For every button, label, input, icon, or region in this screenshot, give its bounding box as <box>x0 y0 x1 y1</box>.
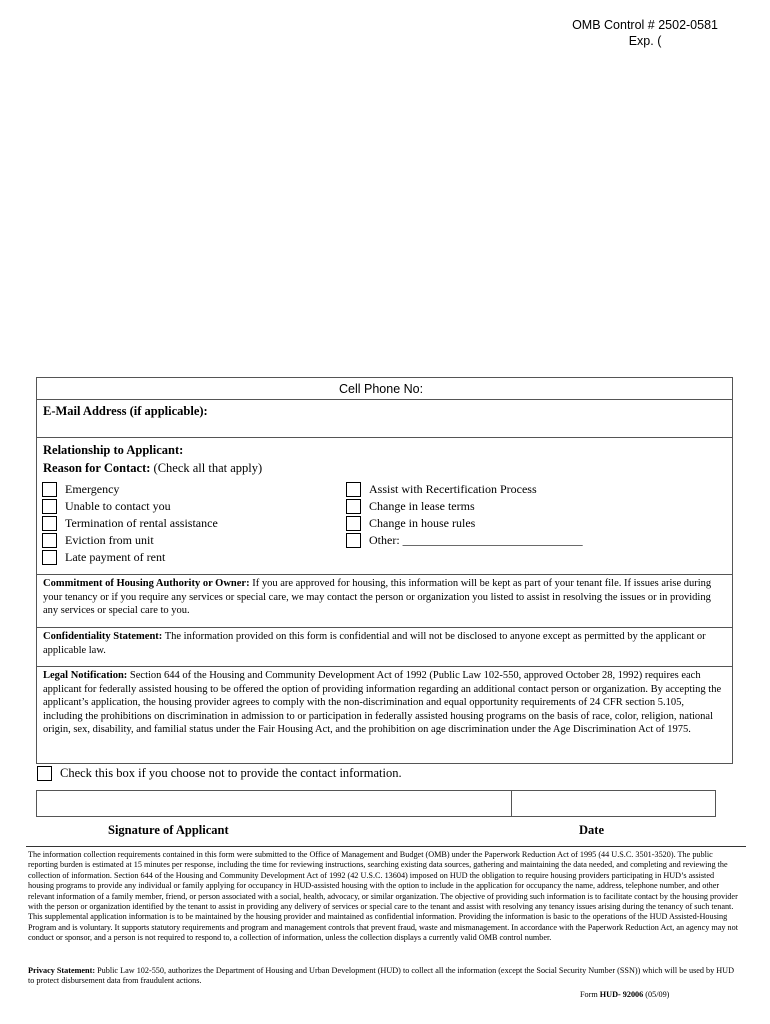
date-label: Date <box>579 823 604 837</box>
opt-out-label: Check this box if you choose not to provide the contact information. <box>60 766 402 780</box>
reason-late-payment[interactable] <box>42 549 165 565</box>
expiration-date: Exp. ( <box>628 34 662 48</box>
unable-to-contact-checkbox[interactable] <box>42 499 57 514</box>
termination-checkbox[interactable] <box>42 516 57 531</box>
reason-hint: (Check all that apply) <box>153 461 263 475</box>
reason-other[interactable] <box>346 532 583 548</box>
privacy-statement <box>28 966 742 987</box>
form-number <box>580 990 669 1000</box>
confidentiality-section <box>37 628 732 667</box>
privacy-text: Public Law 102-550, authorizes the Department of Housing and Urban Development (HUD) to collect all the information (except the Social Security Number (SSN)) which will be used by HUD to protect disbursement data from fraudulent actions. <box>28 966 734 986</box>
contact-form-box <box>36 377 733 764</box>
form-date: (05/09) <box>643 990 670 999</box>
eviction-checkbox[interactable] <box>42 533 57 548</box>
house-rules-label: Change in house rules <box>369 516 476 530</box>
legal-title: Legal Notification: <box>43 670 128 681</box>
confidentiality-text: The information provided on this form is confidential and will not be disclosed to anyone except as permitted by the applicant or applicable law. <box>43 631 706 656</box>
house-rules-checkbox[interactable] <box>346 516 361 531</box>
lease-terms-label: Change in lease terms <box>369 499 475 513</box>
reason-heading <box>43 461 262 476</box>
omb-header <box>572 17 718 49</box>
reason-emergency[interactable] <box>42 481 119 497</box>
reason-recertification[interactable] <box>346 481 537 497</box>
footer-divider <box>26 846 746 847</box>
legal-section <box>37 667 732 763</box>
email-label: E-Mail Address (if applicable): <box>43 404 208 418</box>
opt-out-checkbox[interactable] <box>37 766 52 781</box>
confidentiality-paragraph <box>43 630 726 657</box>
unable-to-contact-label: Unable to contact you <box>65 499 171 513</box>
confidentiality-title: Confidentiality Statement: <box>43 631 163 642</box>
reason-unable-to-contact[interactable] <box>42 498 171 514</box>
eviction-label: Eviction from unit <box>65 533 154 547</box>
opt-out-row[interactable] <box>37 766 402 781</box>
omb-control-number: OMB Control # 2502-0581 <box>572 18 718 32</box>
lease-terms-checkbox[interactable] <box>346 499 361 514</box>
cell-phone-row[interactable] <box>37 378 732 400</box>
emergency-checkbox[interactable] <box>42 482 57 497</box>
late-payment-checkbox[interactable] <box>42 550 57 565</box>
recertification-checkbox[interactable] <box>346 482 361 497</box>
legal-paragraph <box>43 669 726 737</box>
email-row[interactable] <box>37 400 732 438</box>
relationship-reason-row <box>37 438 732 575</box>
reason-label: Reason for Contact: <box>43 461 151 475</box>
emergency-label: Emergency <box>65 482 120 496</box>
signature-field[interactable] <box>36 790 512 817</box>
reason-lease-terms[interactable] <box>346 498 475 514</box>
legal-text: Section 644 of the Housing and Community Development Act of 1992 (Public Law 102-550, approved October 28, 1992) requires each applicant for federally assisted housing to be offered the option of providing information regarding an additional contact person or organization. By accepting the applicant’s application, the housing provider agrees to comply with the non-discrimination and equal opportunity requirements of 24 CFR section 5.105, including the prohibitions on discrimination in admission to or participation in federally assisted housing programs on the basis of race, color, religion, national origin, sex, disability, and familial status under the Fair Housing Act, and the prohibition on age discrimination under the Age Discrimination Act of 1975. <box>43 670 722 735</box>
form-id: HUD- 92006 <box>599 990 644 999</box>
other-checkbox[interactable] <box>346 533 361 548</box>
commitment-section <box>37 575 732 628</box>
signature-label: Signature of Applicant <box>108 823 229 837</box>
date-field[interactable] <box>511 790 716 817</box>
late-payment-label: Late payment of rent <box>65 550 166 564</box>
cell-phone-label: Cell Phone No: <box>339 382 424 396</box>
form-prefix: Form <box>580 990 600 999</box>
commitment-text: If you are approved for housing, this information will be kept as part of your tenant file. If issues arise during your tenancy or if you require any services or special care, we may contact the person or organization you listed to assist in resolving the issues or in providing any services or special care to you. <box>43 578 712 616</box>
relationship-label: Relationship to Applicant: <box>43 443 184 457</box>
reason-termination[interactable] <box>42 515 218 531</box>
paperwork-burden-statement: The information collection requirements contained in this form were submitted to the Office of Management and Budget (OMB) under the Paperwork Reduction Act of 1995 (44 U.S.C. 3501-3520). The public reporting burden is estimated at 15 minutes per response, including the time for reviewing instructions, searching existing data sources, gathering and maintaining the data needed, and completing and reviewing the collection of information. Section 644 of the Housing and Community Development Act of 1992 (42 U.S.C. 13604) imposed on HUD the obligation to require housing providers participating in HUD’s assisted housing programs to provide any individual or family applying for occupancy in HUD-assisted housing with the option to include in the application for occupancy the name, address, telephone number, and other relevant information of a family member, friend, or person associated with a social, health, advocacy, or similar organization. The objective of providing such information is to facilitate contact by the housing provider with the person or organization identified by the tenant to assist in providing any delivery of services or special care to the tenant and assist with resolving any tenancy issues arising during the tenancy of such tenant. This supplemental application information is to be maintained by the housing provider and maintained as confidential information. Providing the information is basic to the operations of the HUD Assisted-Housing Program and is voluntary. It supports statutory requirements and program and management controls that prevent fraud, waste and mismanagement. In accordance with the Paperwork Reduction Act, an agency may not conduct or sponsor, and a person is not required to respond to, a collection of information, unless the collection displays a currently valid OMB control number. <box>28 850 738 943</box>
commitment-paragraph <box>43 577 726 618</box>
privacy-title: Privacy Statement: <box>28 966 96 975</box>
reason-house-rules[interactable] <box>346 515 475 531</box>
termination-label: Termination of rental assistance <box>65 516 218 530</box>
recertification-label: Assist with Recertification Process <box>369 482 537 496</box>
other-label: Other: ______________________________ <box>369 533 583 547</box>
commitment-title: Commitment of Housing Authority or Owner: <box>43 578 250 589</box>
reason-eviction[interactable] <box>42 532 154 548</box>
